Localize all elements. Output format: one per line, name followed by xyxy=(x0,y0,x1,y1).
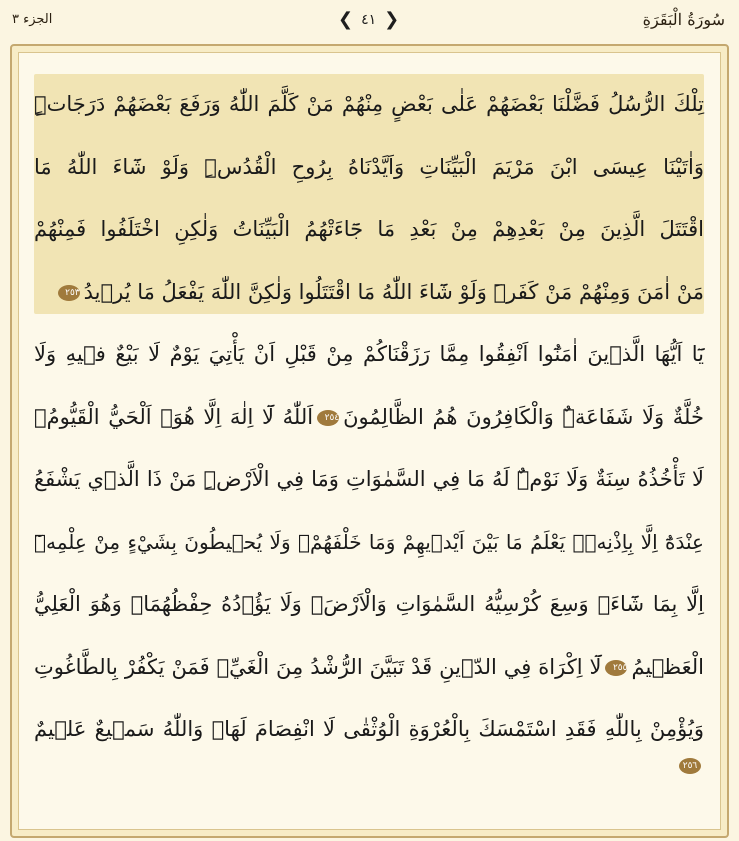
verse-text-segment[interactable]: مَنْ اٰمَنَ وَمِنْهُمْ مَنْ كَفَرَۜ وَلَوْ شَٓاءَ اللّٰهُ مَا اقْتَتَلُوا وَلٰكِنَّ اللّٰهَ يَفْعَلُ مَا يُر۪يدُ xyxy=(83,279,704,304)
ayah-number-marker: ٢٥٤ xyxy=(317,410,339,426)
verse-line xyxy=(34,637,704,697)
verse-text-segment[interactable]: اِلَّا بِمَا شَٓاءَۚ وَسِعَ كُرْسِيُّهُ السَّمٰوَاتِ وَالْاَرْضَۚ وَلَا يَؤُ۫دُهُ حِفْظُهُمَاۚ وَهُوَ الْعَلِيُّ xyxy=(34,592,704,616)
surah-title: سُورَةُ الْبَقَرَةِ xyxy=(642,10,725,29)
verse-line xyxy=(34,512,704,572)
top-bar xyxy=(0,0,739,42)
verse-line xyxy=(34,324,704,384)
verse-text-segment[interactable]: تِلْكَ الرُّسُلُ فَضَّلْنَا بَعْضَهُمْ عَلٰى بَعْضٍ مِنْهُمْ مَنْ كَلَّمَ اللّٰهُ وَرَفَعَ بَعْضَهُمْ دَرَجَاتٍۜ xyxy=(34,92,704,116)
verse-text-segment[interactable]: اقْتَتَلَ الَّذِينَ مِنْ بَعْدِهِمْ مِنْ بَعْدِ مَا جَٓاءَتْهُمُ الْبَيِّنَاتُ وَلٰكِنِ اخْتَلَفُوا فَمِنْهُمْ xyxy=(34,217,704,241)
verse-text-segment[interactable]: وَيُؤْمِنْ بِاللّٰهِ فَقَدِ اسْتَمْسَكَ بِالْعُرْوَةِ الْوُثْقٰى لَا انْفِصَامَ لَهَاۜ وَاللّٰهُ سَم۪يعٌ عَل۪يمٌ xyxy=(34,717,704,741)
verse-line xyxy=(34,387,704,447)
verse-line xyxy=(34,199,704,259)
chevron-right-icon[interactable]: ❯ xyxy=(384,9,400,30)
verse-text-segment[interactable]: عِنْدَهُٓ اِلَّا بِاِذْنِه۪ۜ يَعْلَمُ مَا بَيْنَ اَيْد۪يهِمْ وَمَا خَلْفَهُمْۚ وَلَا يُح۪يطُونَ بِشَيْءٍ مِنْ عِلْمِه۪ٓ xyxy=(34,529,704,554)
chevron-left-icon[interactable]: ❮ xyxy=(338,9,354,30)
juz-label: الجزء ٣ xyxy=(12,12,53,27)
verse-line xyxy=(34,74,704,134)
page-number: ٤١ xyxy=(361,12,377,28)
verse-line xyxy=(34,449,704,509)
verse-text-segment[interactable]: الْعَظ۪يمُ xyxy=(631,654,704,679)
page-navigator xyxy=(338,8,399,32)
verse-text-segment[interactable]: يَٓا اَيُّهَا الَّذ۪ينَ اٰمَنُٓوا اَنْفِقُوا مِمَّا رَزَقْنَاكُمْ مِنْ قَبْلِ اَنْ يَأْتِيَ يَوْمٌ لَا بَيْعٌ ف۪يهِ وَلَا xyxy=(34,342,704,366)
verse-text-segment[interactable]: اَللّٰهُ لَٓا اِلٰهَ اِلَّا هُوَۚ اَلْحَيُّ الْقَيُّومُۚ xyxy=(34,404,314,429)
verse-text-segment[interactable]: لَا تَأْخُذُهُ سِنَةٌ وَلَا نَوْمٌۜ لَهُ مَا فِي السَّمٰوَاتِ وَمَا فِي الْاَرْضِۜ مَنْ ذَا الَّذ۪ي يَشْفَعُ xyxy=(34,467,704,491)
verse-line xyxy=(34,137,704,197)
ayah-number-marker: ٢٥٣ xyxy=(58,285,80,301)
verse-text-segment[interactable]: وَاٰتَيْنَا عِيسَى ابْنَ مَرْيَمَ الْبَيِّنَاتِ وَاَيَّدْنَاهُ بِرُوحِ الْقُدُسِۜ وَلَوْ شَٓاءَ اللّٰهُ مَا xyxy=(34,154,704,179)
ayah-number-marker: ٢٥٥ xyxy=(605,660,627,676)
verse-line xyxy=(34,699,704,759)
ayah-end-marker: ٢٥٦ xyxy=(679,758,701,774)
verse-line xyxy=(34,262,704,322)
verse-text-segment[interactable]: لَٓا اِكْرَاهَ فِي الدّ۪ينِ قَدْ تَبَيَّنَ الرُّشْدُ مِنَ الْغَيِّۚ فَمَنْ يَكْفُرْ بِالطَّاغُوتِ xyxy=(34,654,602,679)
verse-text-segment[interactable]: خُلَّةٌ وَلَا شَفَاعَةٌۜ وَالْكَافِرُونَ هُمُ الظَّالِمُونَ xyxy=(343,404,704,429)
verse-line xyxy=(34,574,704,634)
